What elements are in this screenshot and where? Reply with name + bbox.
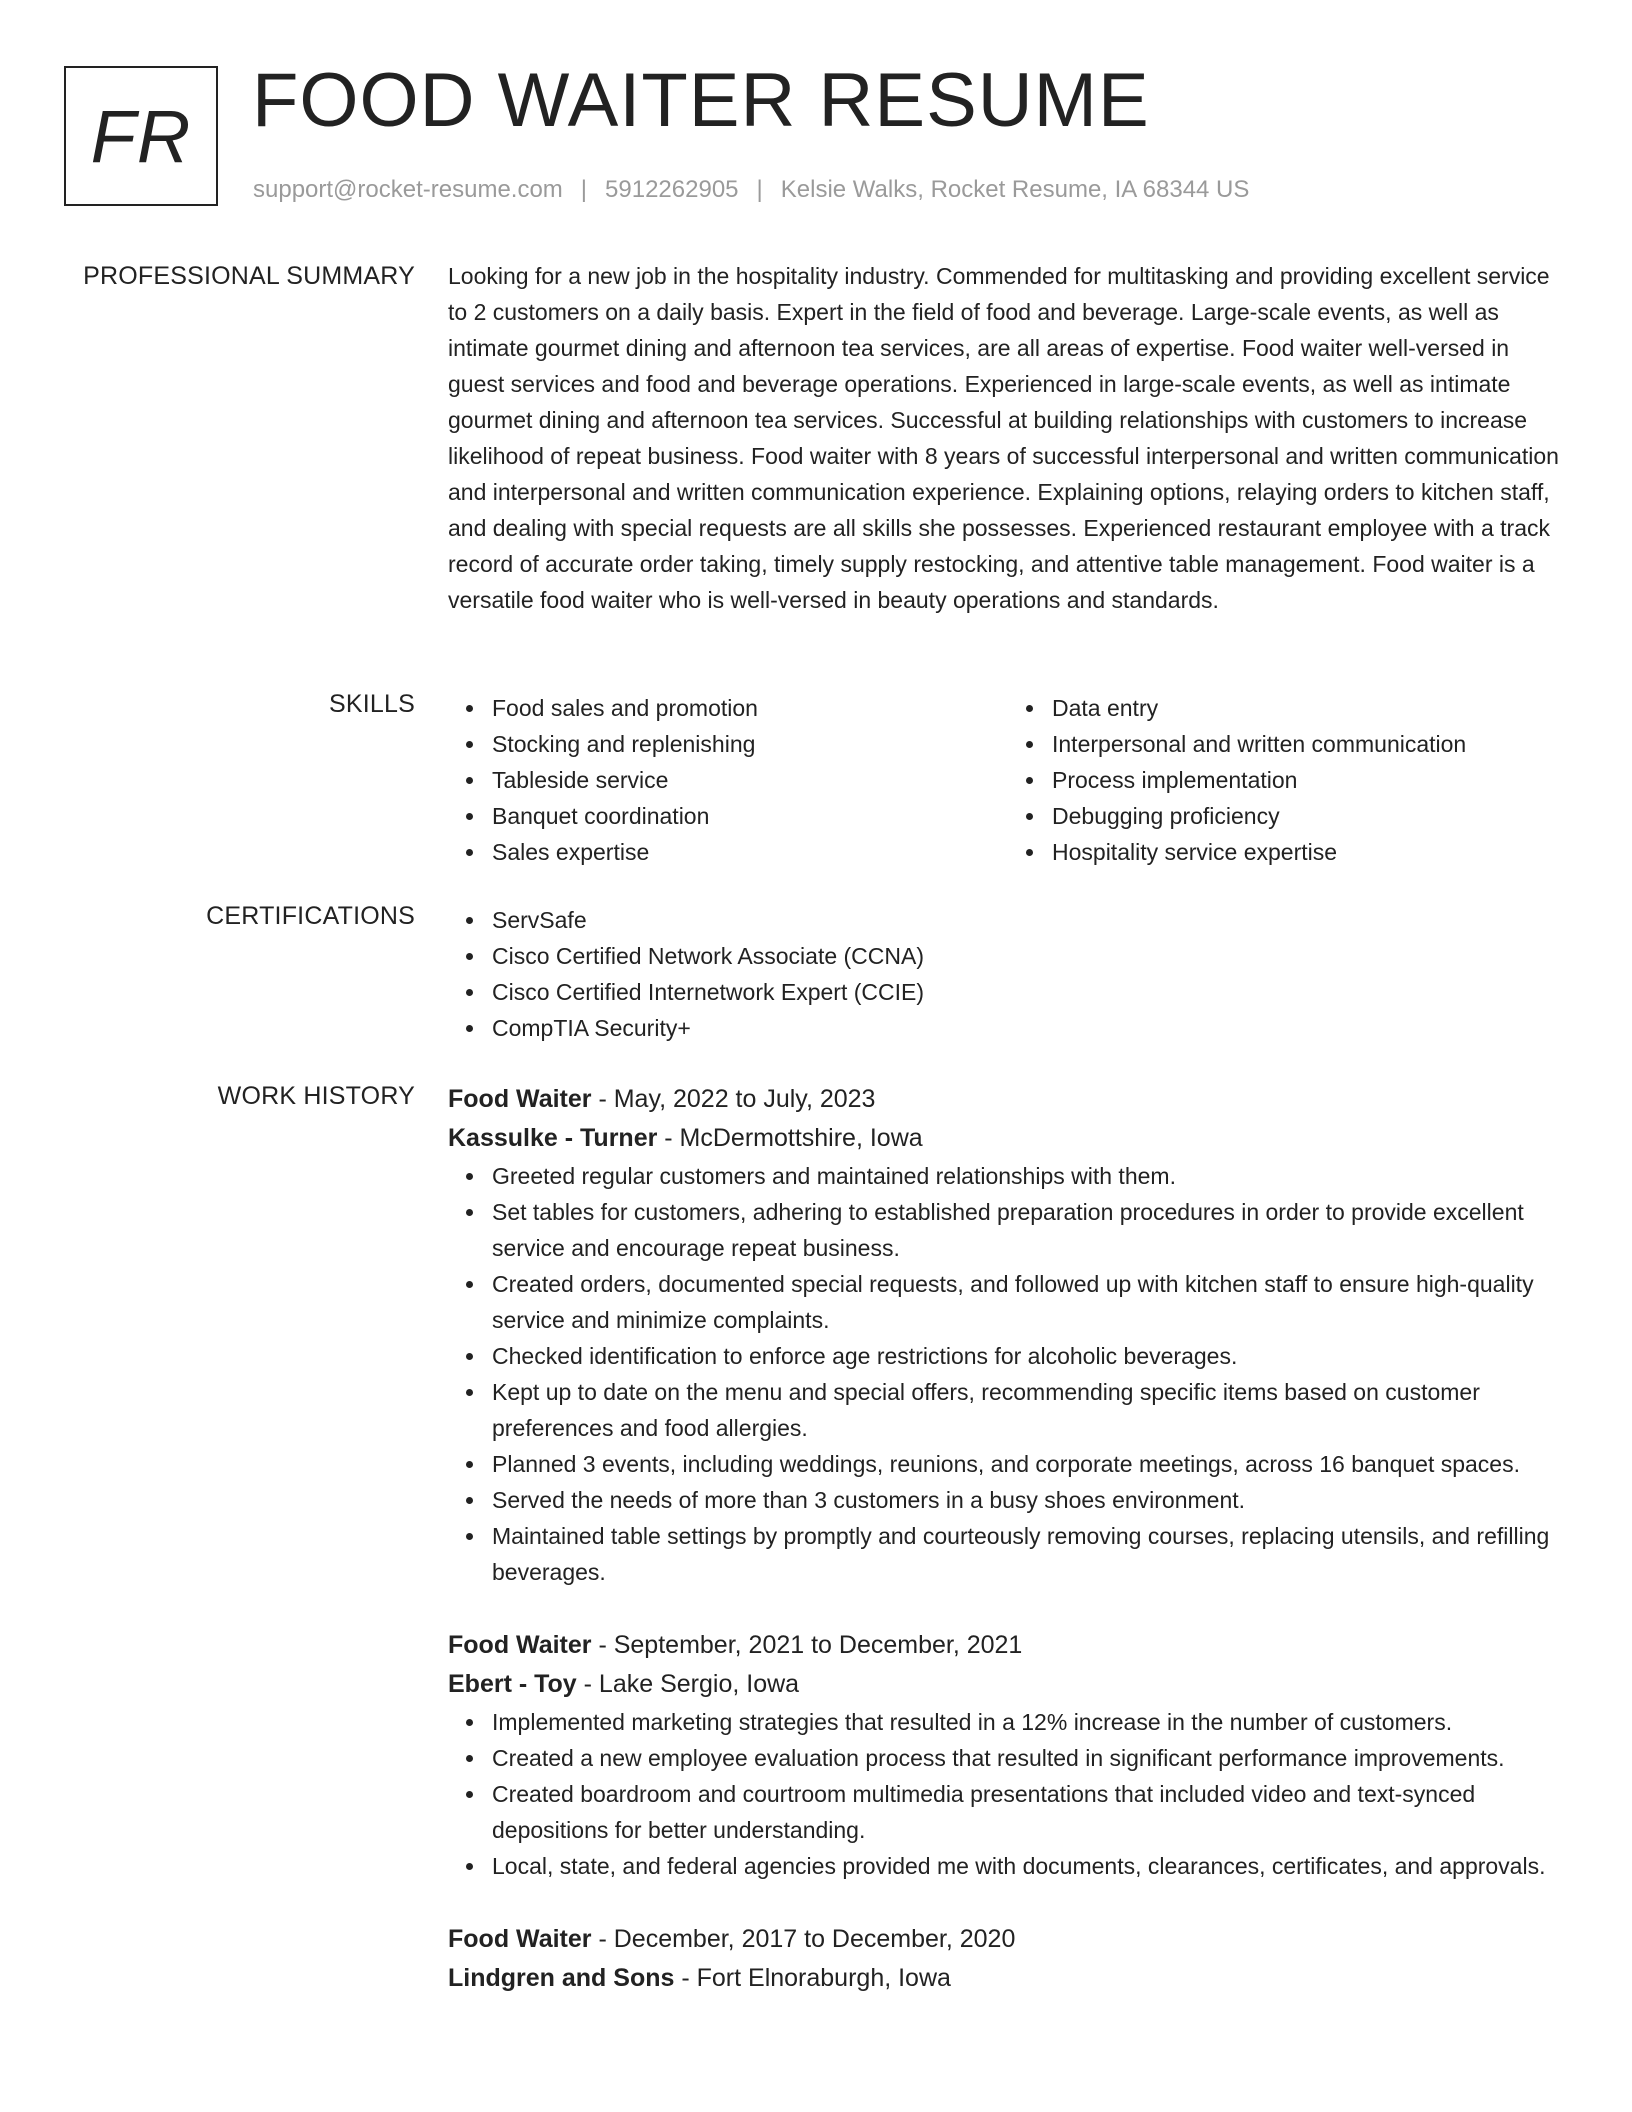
certifications-list (448, 902, 1568, 1046)
skill-item: Sales expertise (492, 834, 1008, 870)
job-employer (448, 1665, 1568, 1704)
skills-list-right (1008, 690, 1568, 870)
job-duty: Set tables for customers, adhering to established preparation procedures in order to provide excellent service and encourage repeat business. (492, 1194, 1568, 1266)
monogram-logo: FR (64, 66, 218, 206)
job-title: Food Waiter (448, 1925, 592, 1953)
job-duty: Served the needs of more than 3 customers in a busy shoes environment. (492, 1482, 1568, 1518)
skill-item: Interpersonal and written communication (1052, 726, 1568, 762)
skills-body (448, 690, 1568, 870)
job-location: - Fort Elnoraburgh, Iowa (674, 1964, 951, 1992)
work-history-label: WORK HISTORY (217, 1082, 415, 1110)
summary-label: PROFESSIONAL SUMMARY (83, 262, 415, 290)
certifications-label: CERTIFICATIONS (206, 902, 415, 930)
summary-text: Looking for a new job in the hospitality industry. Commended for multitasking and providing excellent service to 2 customers on a daily basis. Expert in the field of food and beverage. Large-scale events, as well as intimate gourmet dining and afternoon tea services, are all areas of expertise. Food waiter well-versed in guest services and food and beverage operations. Experienced in large-scale events, as well as intimate gourmet dining and afternoon tea services. Successful at building relationships with customers to increase likelihood of repeat business. Food waiter with 8 years of successful interpersonal and written communication and interpersonal and written communication experience. Explaining options, relaying orders to kitchen staff, and dealing with special requests are all skills she possesses. Experienced restaurant employee with a track record of accurate order taking, timely supply restocking, and attentive table management. Food waiter is a versatile food waiter who is well-versed in beauty operations and standards. (448, 263, 1559, 613)
contact-separator: | (580, 176, 588, 203)
job-dates: - May, 2022 to July, 2023 (591, 1085, 876, 1113)
job-employer (448, 1959, 1568, 1998)
job-dates: - September, 2021 to December, 2021 (591, 1631, 1023, 1659)
job-duties-list (448, 1158, 1568, 1590)
job-entry (448, 1080, 1568, 1590)
job-duty: Created a new employee evaluation process that resulted in significant performance improvements. (492, 1740, 1568, 1776)
certification-item: Cisco Certified Network Associate (CCNA) (492, 938, 1568, 974)
job-entry (448, 1920, 1568, 1998)
skill-item: Data entry (1052, 690, 1568, 726)
work-history-body (448, 1080, 1568, 2034)
job-duty: Local, state, and federal agencies provided me with documents, clearances, certificates, and approvals. (492, 1848, 1568, 1884)
contact-email[interactable]: support@rocket-resume.com (253, 176, 563, 203)
job-title: Food Waiter (448, 1085, 592, 1113)
skill-item: Process implementation (1052, 762, 1568, 798)
contact-address: Kelsie Walks, Rocket Resume, IA 68344 US (780, 176, 1250, 203)
job-duty: Maintained table settings by promptly and courteously removing courses, replacing utensils, and refilling beverages. (492, 1518, 1568, 1590)
contact-phone[interactable]: 5912262905 (605, 176, 739, 203)
job-duty: Implemented marketing strategies that resulted in a 12% increase in the number of customers. (492, 1704, 1568, 1740)
job-duty: Kept up to date on the menu and special offers, recommending specific items based on customer preferences and food allergies. (492, 1374, 1568, 1446)
job-duty: Planned 3 events, including weddings, reunions, and corporate meetings, across 16 banquet spaces. (492, 1446, 1568, 1482)
summary-body (448, 258, 1568, 618)
skill-item: Debugging proficiency (1052, 798, 1568, 834)
skills-label: SKILLS (329, 690, 415, 718)
job-company: Lindgren and Sons (448, 1964, 675, 1992)
job-employer (448, 1119, 1568, 1158)
job-location: - Lake Sergio, Iowa (576, 1670, 800, 1698)
contact-separator: | (756, 176, 763, 203)
job-heading (448, 1080, 1568, 1119)
job-company: Ebert - Toy (448, 1670, 577, 1698)
skill-item: Stocking and replenishing (492, 726, 1008, 762)
job-title: Food Waiter (448, 1631, 592, 1659)
skill-item: Food sales and promotion (492, 690, 1008, 726)
skill-item: Tableside service (492, 762, 1008, 798)
certification-item: ServSafe (492, 902, 1568, 938)
certifications-body (448, 902, 1568, 1046)
job-duties-list (448, 1704, 1568, 1884)
skills-list-left (448, 690, 1008, 870)
contact-line (253, 176, 1249, 204)
job-duty: Created orders, documented special requests, and followed up with kitchen staff to ensure high-quality service and minimize complaints. (492, 1266, 1568, 1338)
certification-item: Cisco Certified Internetwork Expert (CCIE) (492, 974, 1568, 1010)
job-duty: Created boardroom and courtroom multimedia presentations that included video and text-synced depositions for better understanding. (492, 1776, 1568, 1848)
job-company: Kassulke - Turner (448, 1124, 658, 1152)
skill-item: Hospitality service expertise (1052, 834, 1568, 870)
job-dates: - December, 2017 to December, 2020 (591, 1925, 1016, 1953)
job-duty: Checked identification to enforce age restrictions for alcoholic beverages. (492, 1338, 1568, 1374)
skill-item: Banquet coordination (492, 798, 1008, 834)
job-entry (448, 1626, 1568, 1884)
job-heading (448, 1626, 1568, 1665)
job-duty: Greeted regular customers and maintained relationships with them. (492, 1158, 1568, 1194)
job-heading (448, 1920, 1568, 1959)
job-location: - McDermottshire, Iowa (657, 1124, 923, 1152)
resume-title: FOOD WAITER RESUME (252, 58, 1150, 143)
certification-item: CompTIA Security+ (492, 1010, 1568, 1046)
